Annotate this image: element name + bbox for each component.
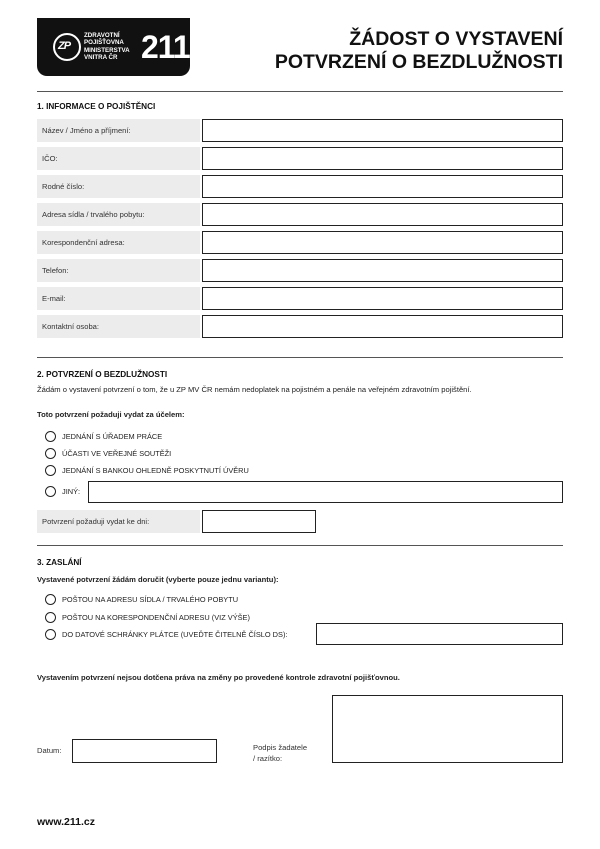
signature-date-label: Datum: bbox=[37, 746, 62, 755]
birth-number-label: Rodné číslo: bbox=[37, 175, 200, 198]
email-field[interactable] bbox=[202, 287, 563, 310]
legal-notice: Vystavením potvrzení nejsou dotčena práva na změny po provedené kontrole zdravotní pojišťovnou. bbox=[37, 673, 400, 682]
delivery-option-data-box[interactable]: DO DATOVÉ SCHRÁNKY PLÁTCE (UVEĎTE ČITELNĚ ČÍSLO DS): bbox=[45, 628, 287, 640]
purpose-option-labour-office[interactable]: JEDNÁNÍ S ÚŘADEM PRÁCE bbox=[45, 430, 162, 442]
phone-field[interactable] bbox=[202, 259, 563, 282]
name-field[interactable] bbox=[202, 119, 563, 142]
name-label: Název / Jméno a příjmení: bbox=[37, 119, 200, 142]
other-purpose-field[interactable] bbox=[88, 481, 563, 503]
purpose-option-bank-loan[interactable]: JEDNÁNÍ S BANKOU OHLEDNĚ POSKYTNUTÍ ÚVĚRU bbox=[45, 464, 249, 476]
radio-button[interactable] bbox=[45, 431, 56, 442]
ico-label: IČO: bbox=[37, 147, 200, 170]
radio-button[interactable] bbox=[45, 594, 56, 605]
radio-button[interactable] bbox=[45, 465, 56, 476]
logo-number: 211 bbox=[141, 29, 190, 65]
contact-person-label: Kontaktní osoba: bbox=[37, 315, 200, 338]
radio-button[interactable] bbox=[45, 486, 56, 497]
delivery-option-correspondence-address[interactable]: POŠTOU NA KORESPONDENČNÍ ADRESU (VIZ VÝŠE) bbox=[45, 611, 250, 623]
purpose-option-public-tender[interactable]: ÚČASTI VE VEŘEJNÉ SOUTĚŽI bbox=[45, 447, 171, 459]
signature-label: Podpis žadatele / razítko: bbox=[253, 743, 308, 763]
zp-logo-mark: ZP bbox=[53, 33, 81, 61]
address-label: Adresa sídla / trvalého pobytu: bbox=[37, 203, 200, 226]
logo-text: ZDRAVOTNÍ POJIŠŤOVNA MINISTERSTVA VNITRA ČR bbox=[84, 32, 130, 62]
phone-label: Telefon: bbox=[37, 259, 200, 282]
issue-date-label: Potvrzení požaduji vydat ke dni: bbox=[37, 510, 200, 533]
purpose-option-other[interactable]: JINÝ: bbox=[45, 485, 80, 497]
divider bbox=[37, 91, 563, 92]
address-field[interactable] bbox=[202, 203, 563, 226]
birth-number-field[interactable] bbox=[202, 175, 563, 198]
website-footer: www.211.cz bbox=[37, 816, 95, 828]
ico-field[interactable] bbox=[202, 147, 563, 170]
delivery-heading: Vystavené potvrzení žádám doručit (vyberte pouze jednu variantu): bbox=[37, 575, 279, 584]
section2-heading: 2. POTVRZENÍ O BEZDLUŽNOSTI bbox=[37, 370, 168, 379]
statement-text: Žádám o vystavení potvrzení o tom, že u ZP MV ČR nemám nedoplatek na pojistném a penále na veřejném zdravotním pojištění. bbox=[37, 385, 472, 394]
signature-date-field[interactable] bbox=[72, 739, 217, 763]
email-label: E-mail: bbox=[37, 287, 200, 310]
section1-heading: 1. INFORMACE O POJIŠTĚNCI bbox=[37, 102, 156, 111]
radio-button[interactable] bbox=[45, 612, 56, 623]
section3-heading: 3. ZASLÁNÍ bbox=[37, 558, 82, 567]
correspondence-address-label: Korespondenční adresa: bbox=[37, 231, 200, 254]
divider bbox=[37, 357, 563, 358]
correspondence-address-field[interactable] bbox=[202, 231, 563, 254]
divider bbox=[37, 545, 563, 546]
purpose-heading: Toto potvrzení požaduji vydat za účelem: bbox=[37, 410, 185, 419]
radio-button[interactable] bbox=[45, 629, 56, 640]
contact-person-field[interactable] bbox=[202, 315, 563, 338]
issue-date-field[interactable] bbox=[202, 510, 316, 533]
radio-button[interactable] bbox=[45, 448, 56, 459]
insurer-logo bbox=[37, 18, 190, 76]
form-title: ŽÁDOST O VYSTAVENÍ POTVRZENÍ O BEZDLUŽNOSTI bbox=[274, 28, 563, 73]
delivery-option-permanent-address[interactable]: POŠTOU NA ADRESU SÍDLA / TRVALÉHO POBYTU bbox=[45, 593, 238, 605]
data-box-field[interactable] bbox=[316, 623, 563, 645]
signature-stamp-field[interactable] bbox=[332, 695, 563, 763]
